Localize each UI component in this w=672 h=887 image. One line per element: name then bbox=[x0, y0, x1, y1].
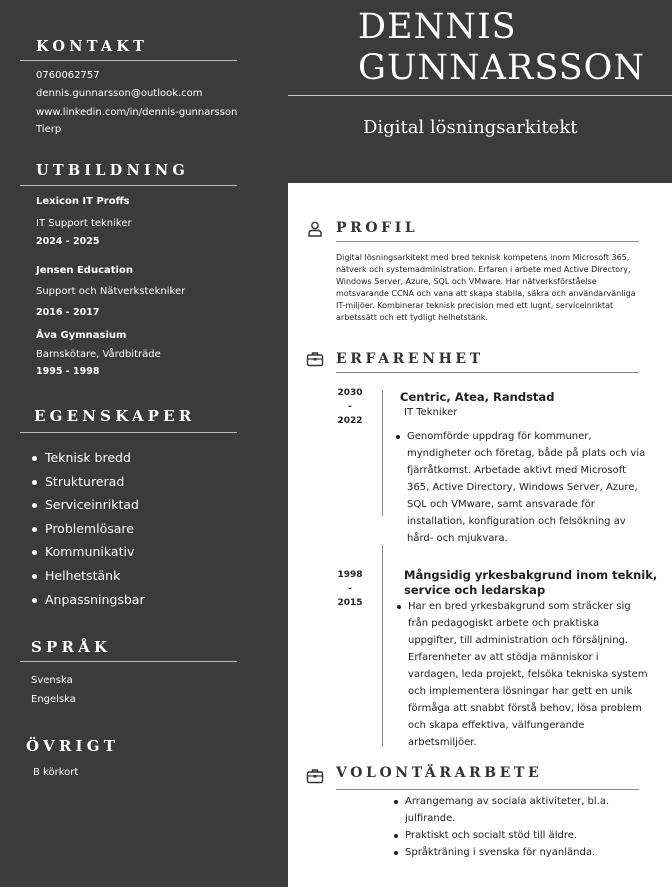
language-item: Engelska bbox=[31, 694, 76, 705]
skills-list bbox=[30, 448, 145, 613]
skill-item: Problemlösare bbox=[30, 519, 145, 543]
erfarenhet-rule bbox=[336, 372, 639, 373]
person-icon bbox=[306, 220, 324, 238]
profil-text: Digital lösningsarkitekt med bred teknisk kompetens inom Microsoft 365, nätverk och systemadministration. Erfaren i arbete med Active Directory, Windows Server, Azure, SQL och VMware. Har nätverksförståelse motsvarande CCNA och vana att skapa stabila, säkra och användarvänliga IT-miljöer. Kombinerar teknisk precision med ett lugnt, serviceinriktat arbetssätt och ett tydligt helhetstänk. bbox=[336, 253, 636, 322]
kontakt-heading: KONTAKT bbox=[36, 38, 149, 55]
job-date-separator: - bbox=[348, 402, 352, 412]
contact-location: Tierp bbox=[36, 124, 62, 135]
edu-years: 2024 - 2025 bbox=[36, 236, 100, 247]
volontar-item: Språkträning i svenska för nyanlända. bbox=[392, 844, 637, 861]
skill-item: Kommunikativ bbox=[30, 542, 145, 566]
kontakt-rule bbox=[20, 60, 237, 61]
edu-school: Lexicon IT Proffs bbox=[36, 196, 130, 207]
volontar-list bbox=[392, 793, 637, 861]
edu-program: IT Support tekniker bbox=[36, 218, 132, 229]
contact-phone: 0760062757 bbox=[36, 70, 100, 81]
ovrigt-item: B körkort bbox=[33, 767, 79, 778]
timeline-line bbox=[382, 545, 383, 747]
utbildning-rule bbox=[20, 185, 237, 186]
language-item: Svenska bbox=[31, 675, 73, 686]
job-start-year: 2030 bbox=[337, 388, 363, 398]
edu-years: 1995 - 1998 bbox=[36, 366, 100, 377]
skill-item: Strukturerad bbox=[30, 472, 145, 496]
edu-years: 2016 - 2017 bbox=[36, 307, 100, 318]
volontar-item: Praktiskt och socialt stöd till äldre. bbox=[392, 827, 637, 844]
skill-item: Serviceinriktad bbox=[30, 495, 145, 519]
volontar-rule bbox=[336, 789, 639, 790]
skill-item: Anpassningsbar bbox=[30, 590, 145, 614]
egenskaper-rule bbox=[20, 432, 237, 433]
utbildning-heading: UTBILDNING bbox=[36, 162, 189, 179]
job-date bbox=[325, 386, 375, 428]
briefcase-icon bbox=[306, 350, 324, 368]
erfarenhet-heading: ERFARENHET bbox=[336, 351, 484, 367]
edu-school: Jensen Education bbox=[36, 265, 133, 276]
job-company-line: service och ledarskap bbox=[404, 583, 546, 597]
job-bullet: Genomförde uppdrag för kommuner, myndigheter och företag, både på plats och via fjärråtkomst. Arbetade aktivt med Microsoft 365, Active Directory, Windows Server, Azure, SQL och VMware, samt ansvarade för installation, konfiguration och felsökning av hård- och mjukvara. bbox=[394, 428, 649, 547]
briefcase-icon bbox=[306, 767, 324, 785]
skill-item: Teknisk bredd bbox=[30, 448, 145, 472]
edu-school: Åva Gymnasium bbox=[36, 330, 127, 341]
job-company: Centric, Atea, Randstad bbox=[400, 390, 555, 404]
edu-program: Support och Nätverkstekniker bbox=[36, 286, 186, 297]
job-bullets bbox=[395, 598, 650, 751]
name-first: DENNIS bbox=[358, 7, 517, 47]
edu-program: Barnskötare, Vårdbiträde bbox=[36, 349, 161, 360]
name-last: GUNNARSSON bbox=[358, 48, 645, 88]
contact-email[interactable]: dennis.gunnarsson@outlook.com bbox=[36, 88, 203, 99]
job-role: IT Tekniker bbox=[404, 407, 458, 418]
person-name bbox=[358, 7, 645, 89]
job-end-year: 2015 bbox=[337, 598, 363, 608]
job-start-year: 1998 bbox=[337, 570, 363, 580]
skill-item: Helhetstänk bbox=[30, 566, 145, 590]
timeline-line bbox=[382, 390, 383, 516]
sprak-heading: SPRÅK bbox=[31, 638, 112, 656]
volontar-heading: VOLONTÄRARBETE bbox=[336, 765, 543, 781]
sprak-rule bbox=[20, 661, 237, 662]
job-company bbox=[404, 568, 657, 598]
volontar-item: Arrangemang av sociala aktiviteter, bl.a. julfirande. bbox=[392, 793, 637, 827]
profil-heading: PROFIL bbox=[336, 220, 419, 236]
sidebar bbox=[0, 0, 288, 887]
egenskaper-heading: EGENSKAPER bbox=[34, 407, 196, 425]
job-end-year: 2022 bbox=[337, 416, 363, 426]
job-company-line: Mångsidig yrkesbakgrund inom teknik, bbox=[404, 568, 658, 582]
job-bullet: Har en bred yrkesbakgrund som sträcker sig från pedagogiskt arbete och praktiska uppgifter, till administration och försäljning. Erfarenheter av att stödja människor i vardagen, leda projekt, felsöka tekniska system och implementera lösningar har gett en unik förmåga att snabbt förstå behov, lösa problem och skapa effektiva, välfungerande arbetsmiljöer. bbox=[395, 598, 650, 751]
main-content bbox=[288, 183, 672, 887]
profil-rule bbox=[336, 241, 639, 242]
job-bullets bbox=[394, 428, 649, 547]
job-title: Digital lösningsarkitekt bbox=[363, 117, 578, 138]
contact-linkedin[interactable]: www.linkedin.com/in/dennis-gunnarsson bbox=[36, 107, 238, 118]
ovrigt-heading: ÖVRIGT bbox=[26, 737, 120, 755]
job-date-separator: - bbox=[348, 584, 352, 594]
job-date bbox=[325, 568, 375, 610]
header-rule bbox=[288, 95, 672, 96]
